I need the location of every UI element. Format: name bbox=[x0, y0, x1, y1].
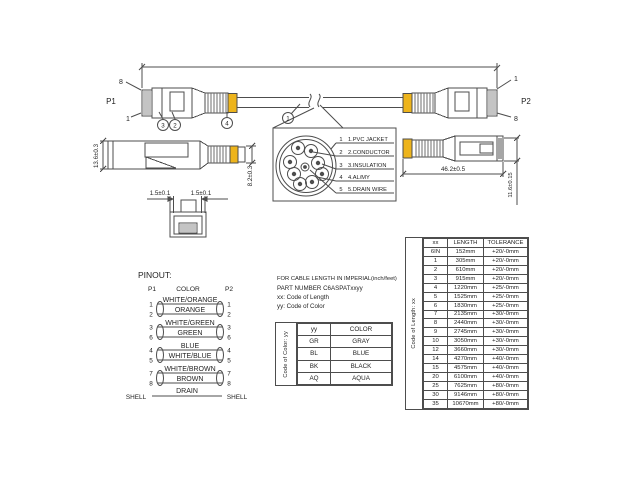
callout-4: 4 bbox=[225, 120, 229, 128]
table-row: 5 1525mm +25/-0mm bbox=[424, 292, 528, 301]
pin-r-3: 3 bbox=[227, 324, 231, 332]
pin-r-6: 6 bbox=[227, 334, 231, 342]
pin-l-3: 3 bbox=[149, 324, 153, 332]
callout-3: 3 bbox=[161, 122, 165, 130]
table-row: 30 9146mm +80/-0mm bbox=[424, 390, 528, 399]
p1-pin8-label: 8 bbox=[119, 79, 123, 86]
callout-2: 2 bbox=[173, 122, 177, 130]
pin-l-5: 5 bbox=[149, 357, 153, 365]
wire-color-7: WHITE/BROWN bbox=[164, 366, 216, 373]
pinout-col-color: COLOR bbox=[176, 286, 200, 293]
wire-color-2: ORANGE bbox=[174, 307, 206, 314]
table-row: 20 6100mm +40/-0mm bbox=[424, 373, 528, 382]
table-row: 14 4270mm +40/-0mm bbox=[424, 355, 528, 364]
p2-connector-drawing bbox=[403, 88, 497, 118]
table-row: 10 3050mm +30/-0mm bbox=[424, 337, 528, 346]
table-row: 7 2135mm +30/-0mm bbox=[424, 310, 528, 319]
wire-color-4: BLUE bbox=[180, 343, 200, 350]
xs-label-2: 2.CONDUCTOR bbox=[348, 150, 390, 156]
pin-l-2: 2 bbox=[149, 311, 153, 319]
pin-r-5: 5 bbox=[227, 357, 231, 365]
note-xx: xx: Code of Length bbox=[277, 294, 329, 301]
callout-1: 1 bbox=[286, 115, 290, 123]
conductor-pairs bbox=[284, 142, 329, 191]
length-table-header-row bbox=[424, 239, 528, 248]
p1-pin1-label: 1 bbox=[126, 116, 130, 123]
table-row: 6IN 152mm +20/-0mm bbox=[424, 247, 528, 256]
length-code-table bbox=[405, 237, 529, 410]
dim-boot-height: 8.2±0.3 bbox=[247, 165, 254, 187]
table-row: 12 3660mm +30/-0mm bbox=[424, 346, 528, 355]
shell-left-label: SHELL bbox=[125, 394, 147, 401]
p1-label: P1 bbox=[106, 97, 116, 106]
pin-l-1: 1 bbox=[149, 301, 153, 309]
p2-boot-yellow-band bbox=[403, 94, 412, 113]
color-header-color: COLOR bbox=[331, 324, 392, 336]
pin-r-2: 2 bbox=[227, 311, 231, 319]
note-yy: yy: Code of Color bbox=[277, 303, 325, 310]
table-row: 1 305mm +20/-0mm bbox=[424, 256, 528, 265]
wire-color-6: GREEN bbox=[177, 330, 203, 337]
p2-label: P2 bbox=[521, 97, 531, 106]
color-table-header-row bbox=[298, 324, 392, 336]
p2-pin8-label: 8 bbox=[514, 116, 518, 123]
shell-right-label: SHELL bbox=[226, 394, 248, 401]
xs-num-4: 4 bbox=[339, 175, 343, 181]
plug-front-view bbox=[147, 196, 228, 237]
table-row: BL BLUE bbox=[298, 348, 392, 360]
wire-color-1: WHITE/ORANGE bbox=[162, 297, 218, 304]
wire-color-3: WHITE/GREEN bbox=[165, 320, 215, 327]
pinout-col-p2: P2 bbox=[224, 286, 234, 293]
table-row: 2 610mm +20/-0mm bbox=[424, 265, 528, 274]
table-row: BK BLACK bbox=[298, 360, 392, 372]
table-row: GR GRAY bbox=[298, 336, 392, 348]
wire-color-5: WHITE/BLUE bbox=[168, 353, 212, 360]
xs-label-4: 4.AL/MY bbox=[348, 175, 370, 181]
note-part-number: PART NUMBER C6ASPATxxyy bbox=[277, 285, 363, 292]
color-header-yy: yy bbox=[298, 324, 331, 336]
xs-num-1: 1 bbox=[339, 137, 343, 143]
length-header-xx: xx bbox=[424, 239, 448, 248]
xs-label-5: 5.DRAIN WIRE bbox=[348, 187, 387, 193]
table-row: 8 2440mm +30/-0mm bbox=[424, 319, 528, 328]
xs-label-1: 1.PVC JACKET bbox=[348, 137, 388, 143]
dim-plug-length: 46.2±0.5 bbox=[440, 166, 466, 173]
dim-latch-left: 1.5±0.1 bbox=[149, 190, 171, 197]
side-view-yellow-band bbox=[230, 146, 238, 163]
overall-dimension-line bbox=[139, 63, 500, 88]
xs-num-5: 5 bbox=[339, 187, 343, 193]
drain-label: DRAIN bbox=[176, 388, 198, 395]
plug-side-view bbox=[100, 138, 256, 172]
xs-num-3: 3 bbox=[339, 163, 343, 169]
dim-plug-width: 11.6±0.15 bbox=[508, 172, 514, 198]
color-code-table bbox=[275, 322, 393, 386]
note-imperial: FOR CABLE LENGTH IN IMPERIAL(inch/feet) bbox=[277, 276, 397, 282]
xs-num-2: 2 bbox=[339, 150, 343, 156]
pin-r-7: 7 bbox=[227, 370, 231, 378]
pin-r-4: 4 bbox=[227, 347, 231, 355]
length-table-side-label: Code of Length: xx bbox=[406, 238, 423, 409]
p1-boot-yellow-band bbox=[228, 94, 237, 113]
wire-color-8: BROWN bbox=[176, 376, 204, 383]
table-row: 4 1220mm +25/-0mm bbox=[424, 283, 528, 292]
dim-plug-height: 13.6±0.3 bbox=[93, 143, 100, 169]
pin-r-8: 8 bbox=[227, 380, 231, 388]
p1-connector-drawing bbox=[142, 88, 237, 118]
table-row: 9 2745mm +30/-0mm bbox=[424, 328, 528, 337]
color-table-side-label: Code of Color: yy bbox=[276, 323, 297, 385]
length-header-tolerance: TOLERANCE bbox=[484, 239, 528, 248]
p2-pin1-label: 1 bbox=[514, 76, 518, 83]
table-row: 35 10670mm +80/-0mm bbox=[424, 399, 528, 408]
pin-r-1: 1 bbox=[227, 301, 231, 309]
latch-detail bbox=[146, 157, 176, 168]
pin-l-4: 4 bbox=[149, 347, 153, 355]
length-header-length: LENGTH bbox=[448, 239, 484, 248]
pin-l-7: 7 bbox=[149, 370, 153, 378]
table-row: 3 915mm +20/-0mm bbox=[424, 274, 528, 283]
pin-l-6: 6 bbox=[149, 334, 153, 342]
pinout-col-p1: P1 bbox=[147, 286, 157, 293]
top-view-yellow-band bbox=[403, 139, 412, 158]
pin-l-8: 8 bbox=[149, 380, 153, 388]
table-row: 15 4575mm +40/-0mm bbox=[424, 364, 528, 373]
table-row: 6 1830mm +25/-0mm bbox=[424, 301, 528, 310]
table-row: 25 7625mm +80/-0mm bbox=[424, 382, 528, 391]
xs-label-3: 3.INSULATION bbox=[348, 163, 387, 169]
dim-latch-right: 1.5±0.1 bbox=[190, 190, 212, 197]
table-row: AQ AQUA bbox=[298, 372, 392, 384]
pinout-title: PINOUT: bbox=[138, 270, 172, 280]
cable-break-symbol bbox=[309, 94, 320, 107]
